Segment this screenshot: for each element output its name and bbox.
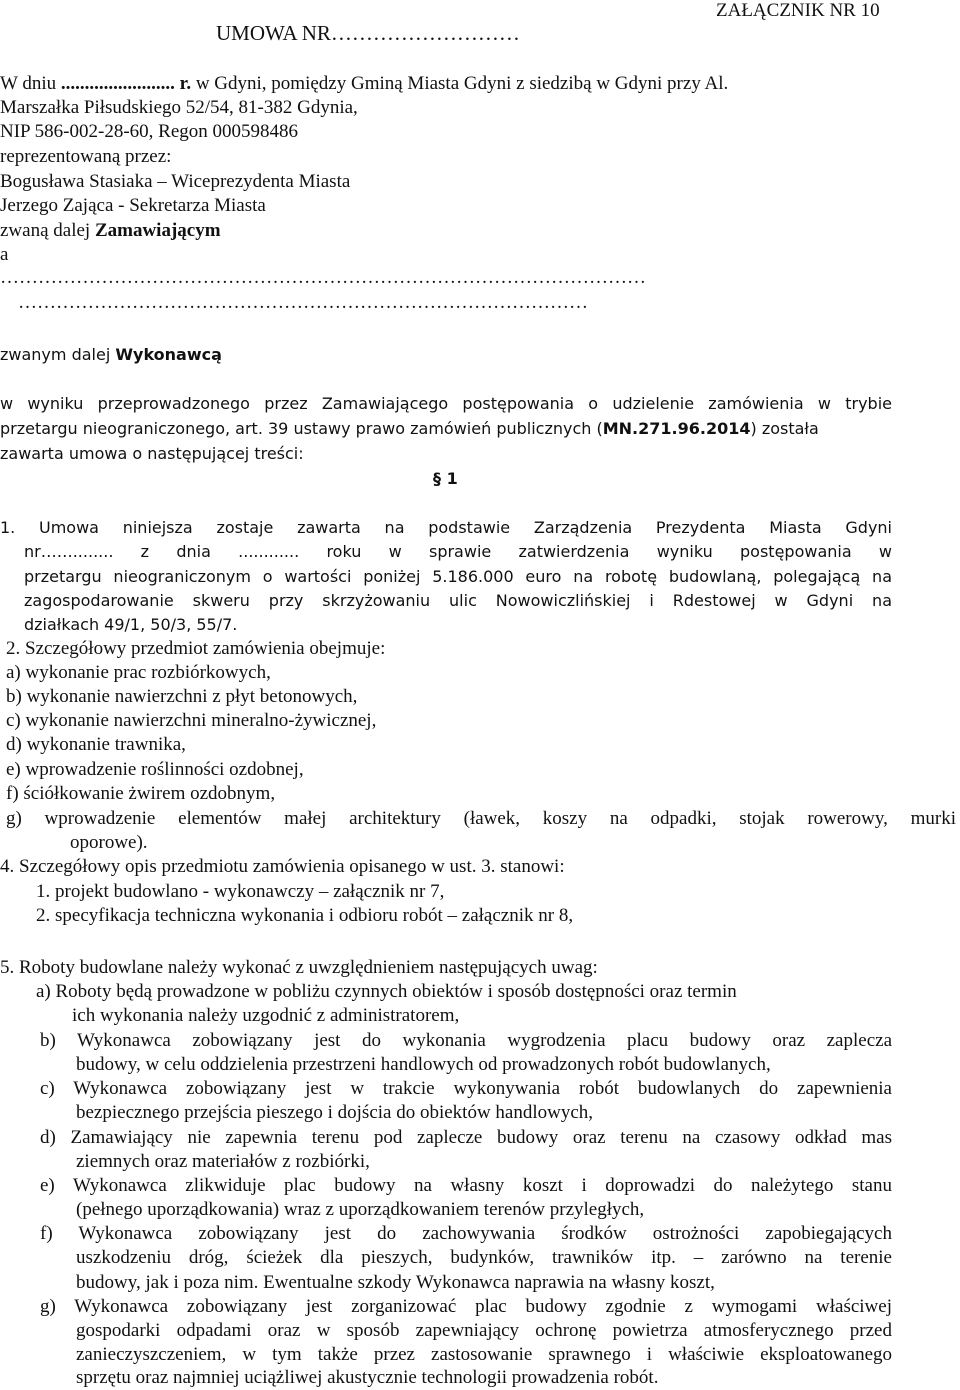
para2-item-g-cont: oporowe). xyxy=(70,832,148,853)
contractor-dots-2: ……………………………………………………………………………… xyxy=(18,292,588,313)
contract-title: UMOWA NR……………………… xyxy=(216,21,520,45)
para1-line-4: zagospodarowanie skweru przy skrzyżowaniu ulic Nowowiczlińskiej i Rdestowej w Gdyni na xyxy=(24,591,892,610)
intro-line-4: reprezentowaną przez: xyxy=(0,146,172,167)
para2-title: 2. Szczegółowy przedmiot zamówienia obejmuje: xyxy=(6,638,386,659)
para5-title: 5. Roboty budowlane należy wykonać z uwzględnieniem następujących uwag: xyxy=(0,957,598,978)
para4-item-1: 1. projekt budowlano - wykonawczy – załącznik nr 7, xyxy=(36,881,445,902)
para2-item-g: g) wprowadzenie elementów małej architektury (ławek, koszy na odpadki, stojak rowerowy, murki xyxy=(6,808,956,829)
preamble-line-3: zawarta umowa o następującej treści: xyxy=(0,444,304,463)
para1-line-3: przetargu nieograniczonym o wartości poniżej 5.186.000 euro na robotę budowlaną, polegającą na xyxy=(24,567,892,586)
preamble-line-2: przetargu nieograniczonego, art. 39 ustawy prawo zamówień publicznych (MN.271.96.2014) została xyxy=(0,419,819,438)
intro-line-3: NIP 586-002-28-60, Regon 000598486 xyxy=(0,121,298,142)
intro-line-2: Marszałka Piłsudskiego 52/54, 81-382 Gdynia, xyxy=(0,97,358,118)
para5-line-12: uszkodzeniu dróg, ścieżek dla pieszych, budynków, trawników itp. – zarówno na terenie xyxy=(76,1247,892,1268)
para5-line-15: gospodarki odpadami oraz w sposób zapewniający ochronę powietrza atmosferycznego przed xyxy=(76,1320,892,1341)
para5-line-5: c) Wykonawca zobowiązany jest w trakcie wykonywania robót budowlanych do zapewnienia xyxy=(40,1078,892,1099)
intro-line-6: Jerzego Zająca - Sekretarza Miasta xyxy=(0,195,266,216)
contractor-line: zwanym dalej Wykonawcą xyxy=(0,345,222,364)
para1-line-1: 1. Umowa niniejsza zostaje zawarta na podstawie Zarządzenia Prezydenta Miasta Gdyni xyxy=(0,518,892,537)
para5-line-6: bezpiecznego przejścia pieszego i dojścia do obiektów handlowych, xyxy=(76,1102,594,1123)
section-heading: § 1 xyxy=(433,469,458,488)
para5-line-7: d) Zamawiający nie zapewnia terenu pod zaplecze budowy oraz terenu na czasowy odkład mas xyxy=(40,1127,892,1148)
para5-line-13: budowy, jak i poza nim. Ewentualne szkody Wykonawca naprawia na własny koszt, xyxy=(76,1272,715,1293)
para5-line-8: ziemnych oraz materiałów z rozbiórki, xyxy=(76,1151,370,1172)
para2-item-e: e) wprowadzenie roślinności ozdobnej, xyxy=(6,759,304,780)
para5-line-3: b) Wykonawca zobowiązany jest do wykonania wygrodzenia placu budowy oraz zaplecza xyxy=(40,1030,892,1051)
para5-line-2: ich wykonania należy uzgodnić z administratorem, xyxy=(72,1005,460,1026)
para5-line-11: f) Wykonawca zobowiązany jest do zachowywania środków ostrożności zapobiegających xyxy=(40,1223,892,1244)
contractor-dots-1: ………………………………………………………………………………………… xyxy=(0,267,646,288)
attachment-number: ZAŁĄCZNIK NR 10 xyxy=(716,0,880,21)
intro-line-1: W dniu ........................ r. w Gdyni, pomiędzy Gminą Miasta Gdyni z siedzibą w Gdyni przy Al. xyxy=(0,73,729,94)
para5-line-17: sprzętu oraz najmniej uciążliwej akustycznie technologii prowadzenia robót. xyxy=(76,1367,659,1388)
para2-item-d: d) wykonanie trawnika, xyxy=(6,734,186,755)
para5-line-14: g) Wykonawca zobowiązany jest zorganizować plac budowy zgodnie z wymogami właściwej xyxy=(40,1296,892,1317)
intro-line-7: zwaną dalej Zamawiającym xyxy=(0,220,221,241)
para1-line-5: działkach 49/1, 50/3, 55/7. xyxy=(24,615,238,634)
para2-item-a: a) wykonanie prac rozbiórkowych, xyxy=(6,662,271,683)
para2-item-c: c) wykonanie nawierzchni mineralno-żywicznej, xyxy=(6,710,377,731)
para5-line-1: a) Roboty będą prowadzone w pobliżu czynnych obiektów i sposób dostępności oraz termin xyxy=(36,981,737,1002)
para5-line-16: zanieczyszczeniem, w tym także przez zastosowanie sprawnego i właściwie eksploatowanego xyxy=(76,1344,892,1365)
intro-line-5: Bogusława Stasiaka – Wiceprezydenta Miasta xyxy=(0,171,351,192)
para4-item-2: 2. specyfikacja techniczna wykonania i odbioru robót – załącznik nr 8, xyxy=(36,905,574,926)
para2-item-f: f) ściółkowanie żwirem ozdobnym, xyxy=(6,783,276,804)
para5-line-9: e) Wykonawca zlikwiduje plac budowy na własny koszt i doprowadzi do należytego stanu xyxy=(40,1175,892,1196)
para1-line-2: nr……........ z dnia ............ roku w sprawie zatwierdzenia wyniku postępowania w xyxy=(24,542,892,561)
preamble-line-1: w wyniku przeprowadzonego przez Zamawiającego postępowania o udzielenie zamówienia w trybie xyxy=(0,394,892,413)
para5-line-10: (pełnego uporządkowania) wraz z uporządkowaniem terenów przyległych, xyxy=(76,1199,645,1220)
para2-item-b: b) wykonanie nawierzchni z płyt betonowych, xyxy=(6,686,358,707)
para5-line-4: budowy, w celu oddzielenia przestrzeni handlowych od prowadzonych robót budowlanych, xyxy=(76,1054,771,1075)
para4-title: 4. Szczegółowy opis przedmiotu zamówienia opisanego w ust. 3. stanowi: xyxy=(0,856,565,877)
intro-line-8: a xyxy=(0,244,9,265)
